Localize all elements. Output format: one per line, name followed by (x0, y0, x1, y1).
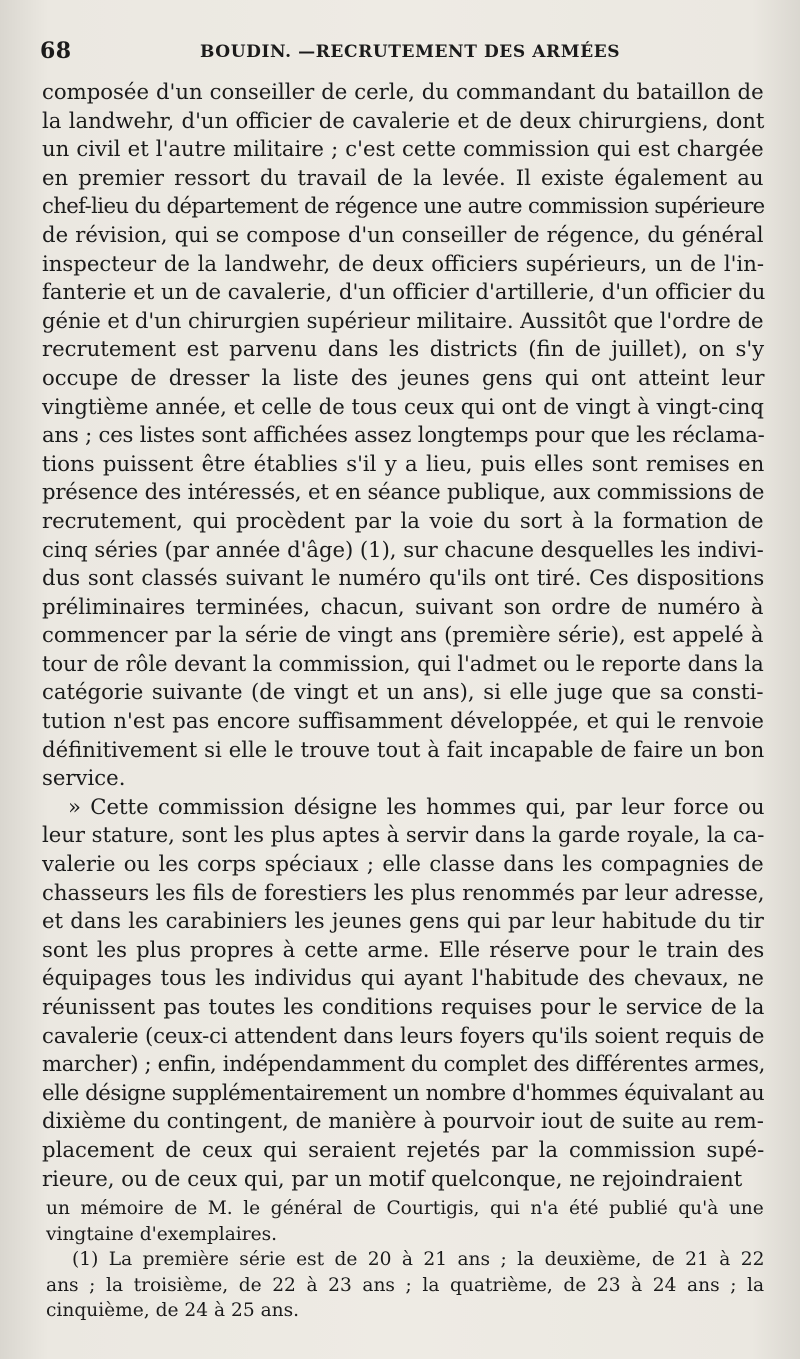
text-line: dus sont classés suivant le numéro qu'ils ont tiré. Ces dispositions (42, 565, 765, 591)
text-line: service. (42, 765, 126, 791)
text-line: » Cette commission désigne les hommes qui, par leur force ou (68, 793, 765, 819)
text-line: sont les plus propres à cette arme. Elle réserve pour le train des (42, 936, 765, 962)
text-line: recrutement est parvenu dans les districts (fin de juillet), on s'y (42, 336, 765, 362)
text-line: en premier ressort du travail de la levée. Il existe également au (42, 164, 764, 190)
running-head: BOUDIN. —RECRUTEMENT DES ARMÉES (200, 42, 621, 62)
text-line: réunissent pas toutes les conditions requises pour le service de la (42, 994, 765, 1019)
text-line: cavalerie (ceux-ci attendent dans leurs foyers qu'ils soient requis de (42, 1022, 765, 1048)
text-line: de révision, qui se compose d'un conseiller de régence, du général (42, 221, 764, 247)
text-line: leur stature, sont les plus aptes à servir dans la garde royale, la ca- (42, 822, 765, 848)
footnote-line: (1) La première série est de 20 à 21 ans ; la deuxième, de 21 à 22 (72, 1249, 765, 1270)
text-line: présence des intéressés, et en séance publique, aux commissions de (42, 479, 765, 505)
footnote-line: vingtaine d'exemplaires. (46, 1223, 278, 1245)
page-number: 68 (40, 38, 72, 64)
footnote-line: un mémoire de M. le général de Courtigis, qui n'a été publié qu'à une (46, 1198, 764, 1219)
text-line: fanterie et un de cavalerie, d'un officier d'artillerie, d'un officier du (42, 279, 766, 305)
text-line: chef-lieu du département de régence une autre commission supérieure (42, 193, 765, 219)
text-line: tution n'est pas encore suffisamment développée, et qui le renvoie (42, 708, 764, 734)
text-line: un civil et l'autre militaire ; c'est cette commission qui est chargée (42, 136, 764, 162)
text-line: chasseurs les fils de forestiers les plus renommés par leur adresse, (42, 879, 765, 905)
text-line: tions puissent être établies s'il y a lieu, puis elles sont remises en (42, 450, 765, 476)
text-line: composée d'un conseiller de cerle, du commandant du bataillon de (42, 79, 764, 104)
text-line: définitivement si elle le trouve tout à fait incapable de faire un bon (42, 736, 765, 762)
text-line: recrutement, qui procèdent par la voie du sort à la formation de (42, 507, 764, 533)
text-line: inspecteur de la landwehr, de deux officiers supérieurs, un de l'in- (42, 250, 765, 276)
text-line: cinq séries (par année d'âge) (1), sur chacune desquelles les indivi- (42, 536, 764, 562)
text-line: dixième du contingent, de manière à pourvoir iout de suite au rem- (42, 1108, 764, 1134)
text-line: elle désigne supplémentairement un nombre d'hommes équivalant au (42, 1079, 765, 1105)
page-header (40, 38, 760, 68)
footnote-line: cinquième, de 24 à 25 ans. (46, 1300, 300, 1321)
body-text (42, 78, 764, 1193)
text-line: équipages tous les individus qui ayant l'habitude des chevaux, ne (42, 965, 764, 991)
text-line: commencer par la série de vingt ans (première série), est appelé à (42, 622, 764, 648)
text-line: valerie ou les corps spéciaux ; elle classe dans les compagnies de (42, 851, 764, 877)
footnotes (46, 1196, 764, 1324)
text-line: placement de ceux qui seraient rejetés par la commission supé- (42, 1136, 765, 1162)
text-line: marcher) ; enfin, indépendamment du complet des différentes armes, (42, 1051, 765, 1077)
text-line: occupe de dresser la liste des jeunes gens qui ont atteint leur (42, 364, 765, 390)
footnote-line: ans ; la troisième, de 22 à 23 ans ; la quatrième, de 23 à 24 ans ; la (46, 1274, 765, 1296)
text-line: et dans les carabiniers les jeunes gens qui par leur habitude du tir (42, 908, 764, 934)
text-line: la landwehr, d'un officier de cavalerie et de deux chirurgiens, dont (42, 107, 765, 133)
text-line: préliminaires terminées, chacun, suivant son ordre de numéro à (42, 593, 764, 619)
text-line: catégorie suivante (de vingt et un ans), si elle juge que sa consti- (42, 679, 764, 705)
text-line: vingtième année, et celle de tous ceux qui ont de vingt à vingt-cinq (42, 393, 764, 419)
text-line: génie et d'un chirurgien supérieur militaire. Aussitôt que l'ordre de (42, 307, 764, 333)
text-line: tour de rôle devant la commission, qui l'admet ou le reporte dans la (42, 650, 764, 676)
text-line: rieure, ou de ceux qui, par un motif quelconque, ne rejoindraient (42, 1165, 743, 1191)
text-line: ans ; ces listes sont affichées assez longtemps pour que les réclama- (42, 422, 765, 448)
